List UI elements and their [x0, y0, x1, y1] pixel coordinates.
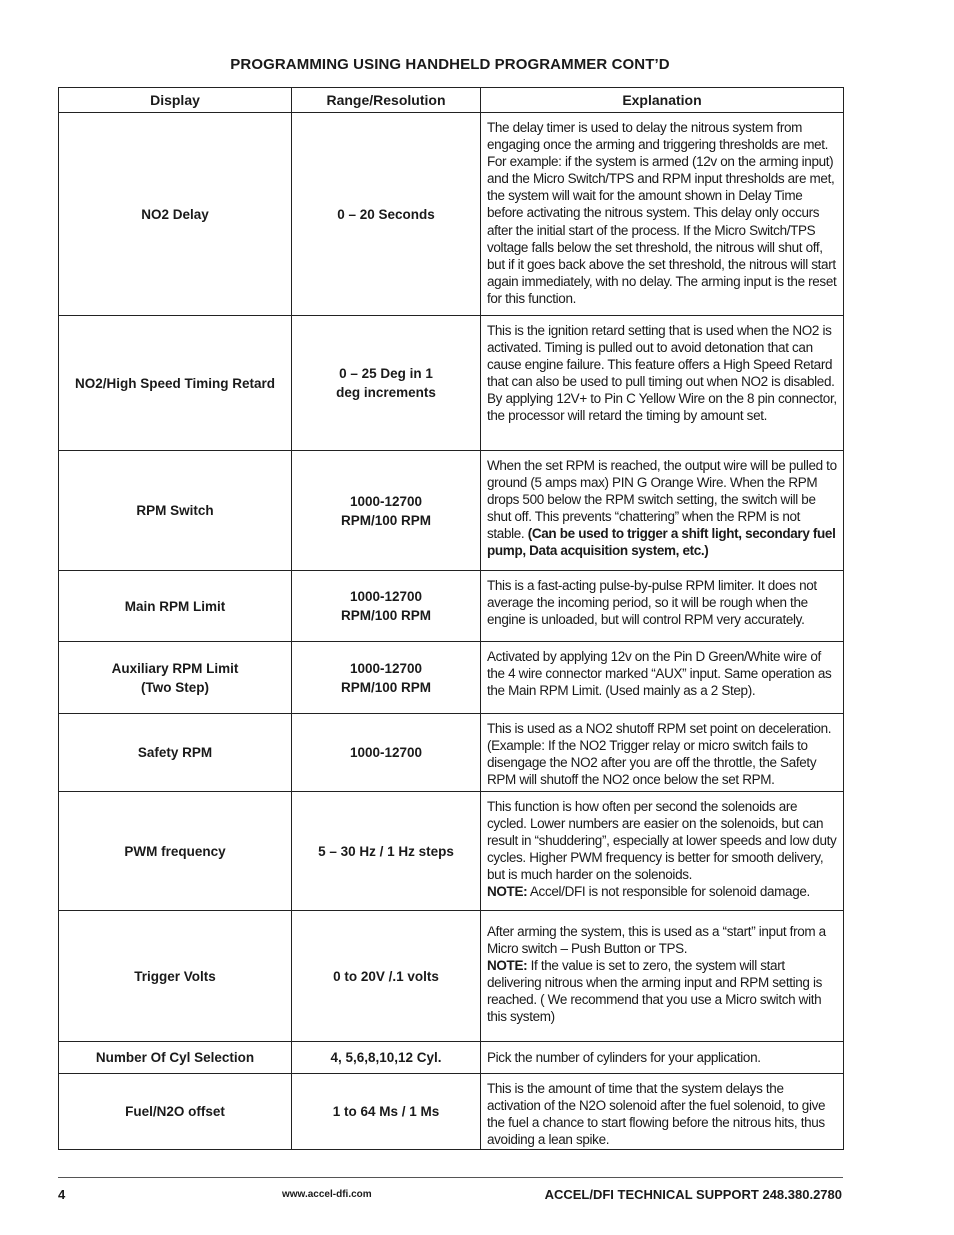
range-line: 1000-12700	[349, 589, 423, 604]
range-line: 0 – 25 Deg in 1	[339, 366, 433, 381]
range-line: RPM/100 RPM	[340, 512, 432, 528]
explanation-text: After arming the system, this is used as a “start” input from a Micro switch – Push Button or TPS.	[487, 924, 826, 957]
range-line: 1000-12700	[349, 745, 423, 760]
display-cell: Number Of Cyl Selection	[59, 1042, 292, 1074]
range-line: 0 to 20V /.1 volts	[333, 968, 439, 984]
explanation-text: When the set RPM is reached, the output wire will be pulled to ground (5 amps max) PIN G Orange Wire. When the RPM drops 500 below the RPM switch setting, the switch will be shut off. This prevents “chattering” when the RPM is not stable.	[487, 458, 837, 542]
explanation-cell	[481, 451, 844, 571]
explanation-cell: This is a fast-acting pulse-by-pulse RPM limiter. It does not average the incoming period, so it will be rough when the engine is unloaded, but will control RPM very accurately.	[481, 571, 844, 642]
table-row	[59, 642, 844, 714]
explanation-text: This function is how often per second the solenoids are cycled. Lower numbers are easier on the solenoids, but can result in “shuddering”, especially at lower speeds and low duty cycles. Higher PWM frequency is better for smooth delivery, but is much harder on the solenoids.	[487, 799, 837, 883]
explanation-cell: Activated by applying 12v on the Pin D Green/White wire of the 4 wire connector marked “AUX” input. Same operation as the Main RPM Limit. (Used mainly as a 2 Step).	[481, 642, 844, 714]
display-cell: PWM frequency	[59, 792, 292, 911]
table-row	[59, 911, 844, 1042]
technical-support-line: ACCEL/DFI TECHNICAL SUPPORT 248.380.2780	[544, 1187, 842, 1202]
table-row	[59, 571, 844, 642]
range-cell	[292, 451, 481, 571]
display-cell: NO2/High Speed Timing Retard	[59, 316, 292, 451]
column-header-range: Range/Resolution	[292, 88, 481, 113]
range-line: RPM/100 RPM	[340, 679, 432, 695]
table-row	[59, 1074, 844, 1150]
range-cell	[292, 792, 481, 911]
explanation-cell: This is the amount of time that the system delays the activation of the N2O solenoid after the fuel solenoid, to give the fuel a chance to start flowing before the nitrous hits, thus avoiding a lean spike.	[481, 1074, 844, 1150]
range-cell	[292, 1042, 481, 1074]
display-cell	[59, 642, 292, 714]
display-cell: Fuel/N2O offset	[59, 1074, 292, 1150]
display-line: Auxiliary RPM Limit	[111, 660, 239, 676]
range-line: 1000-12700	[349, 660, 423, 676]
range-cell	[292, 714, 481, 792]
programming-table	[58, 87, 844, 1150]
table-row	[59, 113, 844, 316]
range-cell	[292, 642, 481, 714]
note-text: If the value is set to zero, the system will start delivering nitrous when the arming input and RPM setting is reached. ( We recommend that you use a Micro switch with this system)	[487, 958, 823, 1025]
range-line: 1000-12700	[349, 493, 423, 509]
range-cell	[292, 113, 481, 316]
table-row	[59, 316, 844, 451]
note-label: NOTE:	[487, 958, 528, 974]
range-line: RPM/100 RPM	[340, 608, 432, 623]
range-cell	[292, 571, 481, 642]
display-cell: RPM Switch	[59, 451, 292, 571]
range-line: deg increments	[336, 385, 436, 400]
table-row	[59, 451, 844, 571]
table-row	[59, 1042, 844, 1074]
range-cell	[292, 911, 481, 1042]
column-header-explanation: Explanation	[481, 88, 844, 113]
website-url: www.accel-dfi.com	[282, 1189, 372, 1200]
explanation-cell: This is the ignition retard setting that is used when the NO2 is activated. Timing is pulled out to avoid detonation that can cause engine failure. This feature offers a High Speed Retard that can also be used to pull timing out when NO2 is disabled. By applying 12V+ to Pin C Yellow Wire on the 8 pin connector, the processor will retard the timing by amount set.	[481, 316, 844, 451]
table-row	[59, 714, 844, 792]
note-text: Accel/DFI is not responsible for solenoid damage.	[527, 884, 810, 900]
note-label: NOTE:	[487, 884, 528, 900]
range-line: 1 to 64 Ms / 1 Ms	[332, 1104, 440, 1119]
range-cell	[292, 316, 481, 451]
page-title: PROGRAMMING USING HANDHELD PROGRAMMER CONT’D	[230, 56, 670, 73]
explanation-cell: This is used as a NO2 shutoff RPM set point on deceleration. (Example: If the NO2 Trigger relay or micro switch fails to disengage the NO2 after you are off the throttle, the Safety RPM will shutoff the NO2 once below the set RPM.	[481, 714, 844, 792]
range-line: 4, 5,6,8,10,12 Cyl.	[330, 1050, 442, 1065]
range-line: 5 – 30 Hz / 1 Hz steps	[318, 843, 454, 859]
display-cell: NO2 Delay	[59, 113, 292, 316]
column-header-display: Display	[59, 88, 292, 113]
table-header-row	[59, 88, 844, 113]
range-cell	[292, 1074, 481, 1150]
explanation-cell: The delay timer is used to delay the nitrous system from engaging once the arming and triggering thresholds are met. For example: if the system is armed (12v on the arming input) and the Micro Switch/TPS and RPM input thresholds are met, the system will wait for the amount shown in Delay Time before activating the nitrous system. This delay only occurs after the initial start of the process. If the Micro Switch/TPS voltage falls below the set threshold, the nitrous will shut off, but if it goes back above the set threshold, the nitrous will start again immediately, with no delay. The arming input is the reset for this function.	[481, 113, 844, 316]
explanation-cell: Pick the number of cylinders for your application.	[481, 1042, 844, 1074]
display-cell: Safety RPM	[59, 714, 292, 792]
explanation-cell	[481, 911, 844, 1042]
explanation-bold-text: (Can be used to trigger a shift light, secondary fuel pump, Data acquisition system, etc.)	[487, 526, 836, 559]
footer-divider	[58, 1177, 843, 1178]
table-row	[59, 792, 844, 911]
explanation-cell	[481, 792, 844, 911]
page-number: 4	[58, 1187, 66, 1202]
display-cell: Main RPM Limit	[59, 571, 292, 642]
range-line: 0 – 20 Seconds	[337, 206, 435, 222]
display-line: (Two Step)	[141, 679, 209, 695]
display-cell: Trigger Volts	[59, 911, 292, 1042]
